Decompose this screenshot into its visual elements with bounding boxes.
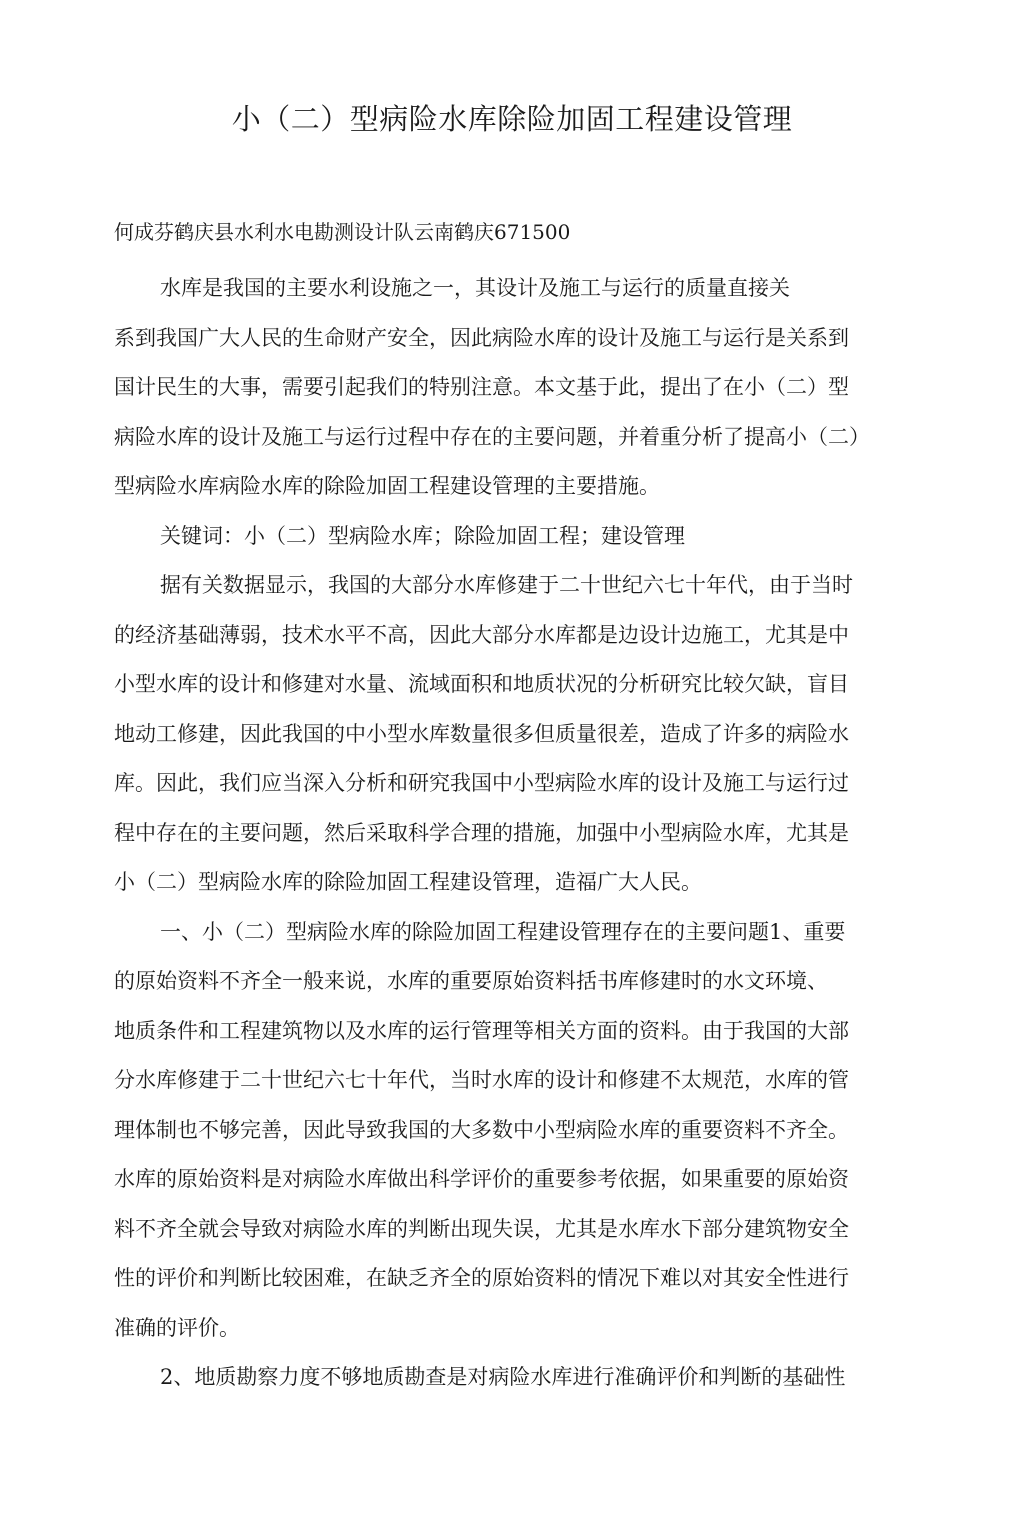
document-body	[114, 264, 904, 1403]
text-line: 病险水库的设计及施工与运行过程中存在的主要问题，并着重分析了提高小（二）	[114, 424, 870, 449]
text-line: 国计民生的大事，需要引起我们的特别注意。本文基于此，提出了在小（二）型	[114, 375, 849, 399]
text-line: 性的评价和判断比较困难，在缺乏齐全的原始资料的情况下难以对其安全性进行	[114, 1266, 849, 1290]
text-line: 库。因此，我们应当深入分析和研究我国中小型病险水库的设计及施工与运行过	[114, 771, 849, 795]
text-line: 小型水库的设计和修建对水量、流域面积和地质状况的分析研究比较欠缺，盲目	[114, 672, 849, 696]
text-line: 据有关数据显示，我国的大部分水库修建于二十世纪六七十年代，由于当时	[160, 573, 853, 597]
text-line: 理体制也不够完善，因此导致我国的大多数中小型病险水库的重要资料不齐全。	[114, 1117, 849, 1142]
text-line: 地质条件和工程建筑物以及水库的运行管理等相关方面的资料。由于我国的大部	[114, 1018, 849, 1043]
text-line: 地动工修建，因此我国的中小型水库数量很多但质量很差，造成了许多的病险水	[114, 721, 849, 746]
author-affiliation: 何成芬鹤庆县水利水电勘测设计队云南鹤庆671500	[114, 220, 571, 244]
text-line: 程中存在的主要问题，然后采取科学合理的措施，加强中小型病险水库，尤其是	[114, 820, 849, 845]
text-line: 水库是我国的主要水利设施之一，其设计及施工与运行的质量直接关	[160, 276, 790, 300]
text-line: 的经济基础薄弱，技术水平不高，因此大部分水库都是边设计边施工，尤其是中	[114, 622, 849, 647]
text-line: 关键词：小（二）型病险水库；除险加固工程；建设管理	[160, 523, 685, 548]
text-line: 水库的原始资料是对病险水库做出科学评价的重要参考依据，如果重要的原始资	[114, 1167, 849, 1191]
text-line: 系到我国广大人民的生命财产安全，因此病险水库的设计及施工与运行是关系到	[114, 325, 849, 350]
text-line: 2、地质勘察力度不够地质勘查是对病险水库进行准确评价和判断的基础性	[160, 1365, 846, 1389]
text-line: 料不齐全就会导致对病险水库的判断出现失误，尤其是水库水下部分建筑物安全	[114, 1216, 849, 1241]
text-line: 型病险水库病险水库的除险加固工程建设管理的主要措施。	[114, 474, 660, 498]
document-title: 小（二）型病险水库除险加固工程建设管理	[231, 102, 793, 136]
text-line: 分水库修建于二十世纪六七十年代，当时水库的设计和修建不太规范，水库的管	[114, 1068, 849, 1092]
text-line: 小（二）型病险水库的除险加固工程建设管理，造福广大人民。	[114, 870, 702, 894]
text-line: 的原始资料不齐全一般来说，水库的重要原始资料括书库修建时的水文环境、	[114, 969, 828, 993]
text-line: 准确的评价。	[114, 1315, 240, 1340]
text-line: 一、小（二）型病险水库的除险加固工程建设管理存在的主要问题1、重要	[160, 919, 846, 944]
